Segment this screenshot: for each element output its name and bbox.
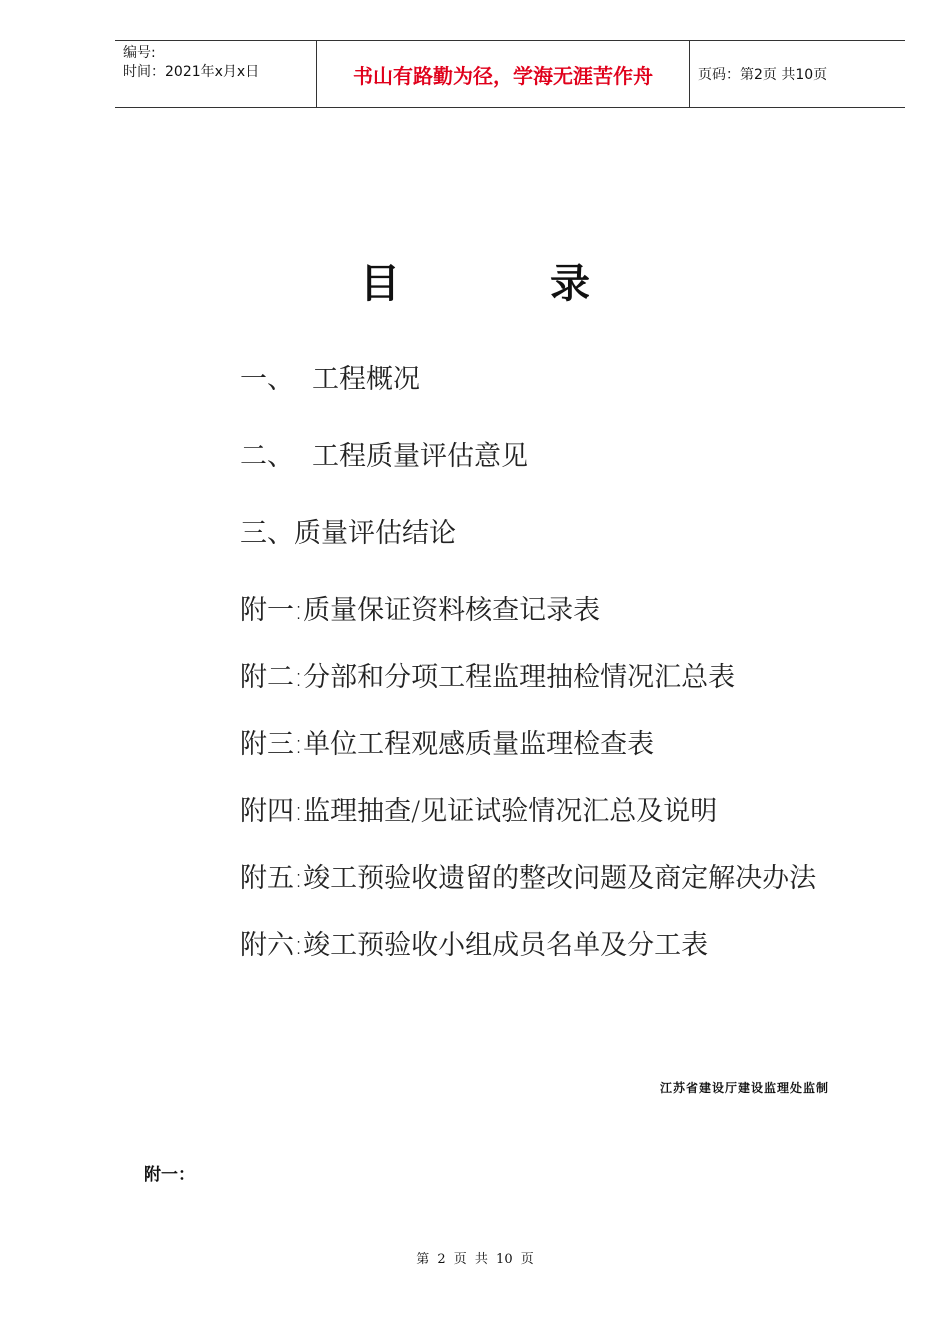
- toc-item-number: 二、: [240, 441, 294, 472]
- toc-item: [240, 857, 816, 924]
- table-of-contents: [240, 358, 816, 991]
- toc-item-number: 附一:: [240, 595, 304, 626]
- toc-item-text: 工程概况: [312, 364, 420, 395]
- toc-item-number: 附六:: [240, 930, 304, 961]
- toc-item: [240, 723, 816, 790]
- appendix-label: 附一：: [144, 1165, 195, 1185]
- toc-title-left: 目: [360, 261, 400, 307]
- toc-item: [240, 924, 816, 991]
- toc-item-text: 质量保证资料核查记录表: [303, 595, 601, 626]
- document-number-label: 编号:: [123, 45, 156, 61]
- toc-item-text: 单位工程观感质量监理检查表: [303, 729, 655, 760]
- toc-item-text: 竣工预验收小组成员名单及分工表: [303, 930, 709, 961]
- document-header: [115, 40, 905, 108]
- toc-title-right: 录: [550, 261, 590, 307]
- toc-title: [0, 252, 950, 309]
- toc-item-number: 附三:: [240, 729, 304, 760]
- header-meta: [115, 41, 316, 107]
- toc-item: [240, 358, 816, 435]
- header-page-info: 页码：第2页 共10页: [698, 67, 828, 83]
- toc-item: [240, 589, 816, 656]
- toc-item-number: 附五:: [240, 863, 304, 894]
- toc-item-number: 三、: [240, 518, 294, 549]
- header-motto: 书山有路勤为径，学海无涯苦作舟: [316, 41, 690, 107]
- issuer-stamp: 江苏省建设厅建设监理处监制: [660, 1081, 830, 1095]
- toc-item-text: 质量评估结论: [294, 518, 456, 549]
- toc-item: [240, 790, 816, 857]
- toc-item-text: 工程质量评估意见: [312, 441, 528, 472]
- toc-item-text: 分部和分项工程监理抽检情况汇总表: [303, 662, 736, 693]
- document-date: 时间：2021年x月x日: [123, 64, 260, 80]
- toc-item-number: 附二:: [240, 662, 304, 693]
- toc-item-text: 监理抽查/见证试验情况汇总及说明: [303, 796, 718, 827]
- toc-item-number: 附四:: [240, 796, 304, 827]
- toc-item: [240, 656, 816, 723]
- page-footer: 第 2 页 共 10 页: [416, 1252, 534, 1267]
- toc-item-number: 一、: [240, 364, 294, 395]
- toc-item: [240, 435, 816, 512]
- toc-item-text: 竣工预验收遗留的整改问题及商定解决办法: [303, 863, 817, 894]
- toc-item: [240, 512, 816, 589]
